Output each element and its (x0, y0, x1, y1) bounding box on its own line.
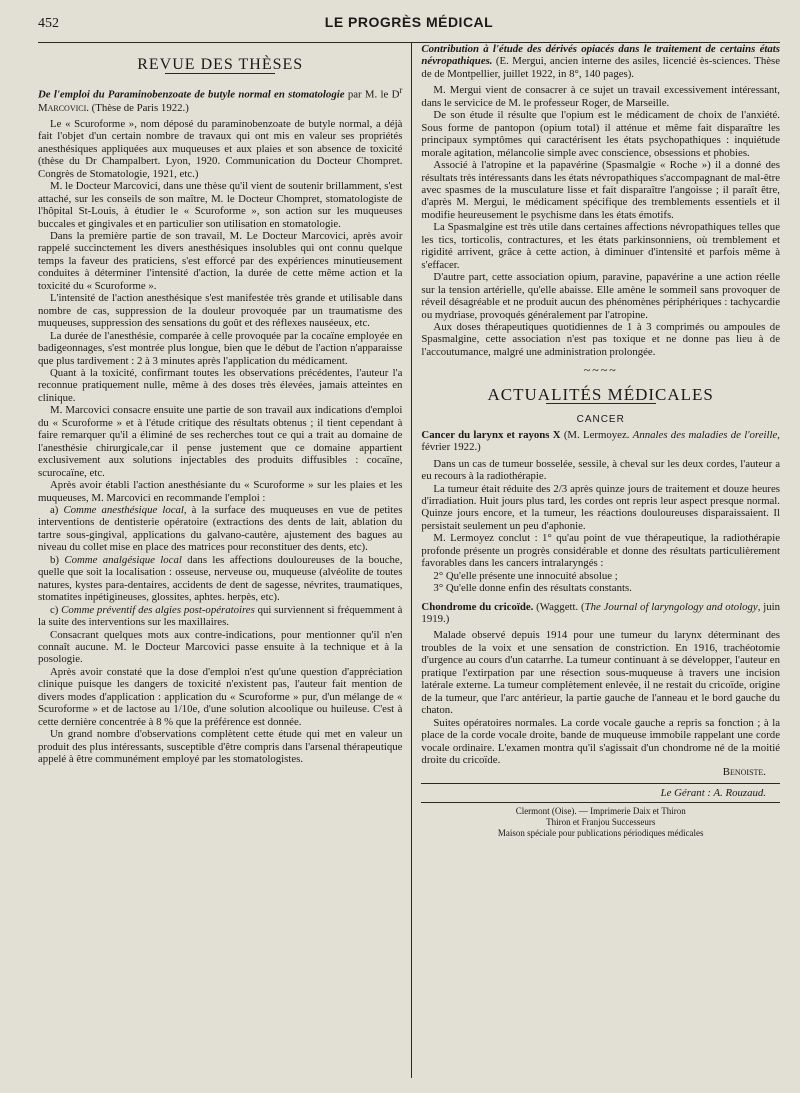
paragraph: Après avoir établi l'action anesthésiante du « Scuroforme » sur les plaies et les muqueuses, M. Marcovici en recommande l'emploi : (38, 479, 403, 504)
paragraph: Après avoir constaté que la dose d'emploi n'est qu'une question d'appréciation clinique puisque les dangers de toxicité n'existent pas, l'auteur fait mention de divers modes d'application : application du « Scuroforme » pur, d'un mélange de « Scuroforme » et de lactose au 1/10e, d'une solution alcoolique ou huileuse. C'est à cette dernière concentrée à 8 % que la préférence est donnée. (38, 665, 403, 728)
journal-name: The Journal of laryngology and otology (584, 600, 758, 613)
article-author: Marcovici. (38, 101, 89, 114)
paragraph: Consacrant quelques mots aux contre-indications, pour mentionner qu'il n'en connaît aucune. M. le Docteur Marcovici passe ensuite à la technique et à la posologie. (38, 628, 403, 666)
article-title: Chondrome du cricoïde. (421, 600, 534, 613)
paragraph: D'autre part, cette association opium, paravine, papavérine a une action réelle sur la tension artérielle, qu'elle abaisse. Elle amène le sommeil sans provoquer de réveil désagréable et ne produit aucun des phénomènes périphériques : tachycardie ou mydriase, provoqués généralement par l'atropine. (421, 271, 780, 321)
article-title: De l'emploi du Paraminobenzoate de butyle normal en stomatologie (38, 89, 345, 102)
paragraph: M. le Docteur Marcovici, dans une thèse qu'il vient de soutenir brillamment, s'est attaché, sur les conseils de son maître, M. le Docteur Chompret, stomatologiste de l'hôpital St-Louis, à étudier le « Scuroforme », son action sur les muqueuses buccales et gingivales et en particulier son utilisation en stomatologie. (38, 180, 403, 230)
paragraph: Le « Scuroforme », nom déposé du paraminobenzoate de butyle normal, a déjà fait l'objet d'un certain nombre de travaux qui ont mis en valeur ses propriétés anesthésiques appliquées aux muqueuses et aux plaies et son absence de toxicité (thèse du Dr Champalbert. Lyon, 1920. Communication du Docteur Chompret. Congrès de Stomatologie, 1921, etc.) (38, 117, 403, 180)
article-by: par M. le D (344, 89, 400, 102)
item-text: dans les affections douloureuses de la bouche, quelle que soit la localisation : osseuse, nerveuse ou, muqueuse (alvéolite de toutes natures, kystes para-dentaires, accidents de dent de sagesse, névrites, traumatiques, stomatites inpétigineuses, glossites, aphtes. herpès, etc). (38, 553, 403, 604)
paragraph: M. Mergui vient de consacrer à ce sujet un travail excessivement intéressant, dans le servicice de M. le professeur Roger, de Marseille. (421, 84, 780, 109)
article-heading-scuroforme (38, 84, 402, 114)
item-label: c) (50, 603, 62, 616)
paragraph: La tumeur était réduite des 2/3 après quinze jours de traitement et douze heures d'irradiation. Huit jours plus tard, les cordes ont repris leur aspect presque normal. Quinze jours encore, et la tumeur, les réactions douloureuses disparaissaient. Il persistait seulement un peu d'aphonie. (421, 482, 780, 532)
paragraph: De son étude il résulte que l'opium est le médicament de choix de l'anxiété. Sous forme de pantopon (opium total) il atténue et même fait disparaître les principaux symptômes qui caractérisent les états psychopathiques : inquiétude morale agitation, mélancolie simple avec conscience, obsessions et phobies. (421, 109, 780, 159)
article-title: Contribution à l'étude des dérivés opiacés dans le traitement de certains états névropathiques. (421, 43, 780, 68)
two-column-body (38, 43, 780, 1078)
item-emphasis: Comme analgésique local (64, 553, 182, 566)
paragraph: La durée de l'anesthésie, comparée à celle provoquée par la cocaïne employée en badigeonnages, s'est montrée plus longue, bien que le début de l'action n'apparaisse que plus tardivement : 2 à 3 minutes après l'application du médicament. (38, 329, 403, 367)
section-ornament: ~~~~ (583, 363, 618, 378)
running-header (38, 14, 780, 43)
list-item-a (38, 504, 402, 554)
author-signature: Benoiste. (722, 766, 766, 779)
title-rule (165, 73, 275, 74)
paragraph: Aux doses thérapeutiques quotidiennes de 1 à 3 comprimés ou ampoules de Spasmalgine, cette association n'est pas toxique et ne donne pas lieu à de l'accoutumance, malgré une administration prolongée. (421, 320, 780, 358)
paragraph: Dans la première partie de son travail, M. Le Docteur Marcovici, après avoir rappelé succinctement les divers anesthésiques insolubles qui ont connu quelque temps la faveur des praticiens, s'est efforcé par des expériences minutieusement conduites à déterminer l'intensité d'action, la durée de cette même action et la toxicité du « Scuroforme ». (38, 230, 403, 292)
right-column (412, 43, 780, 1078)
article-reference-end: , février 1922.) (421, 428, 780, 454)
list-item-b (38, 554, 402, 604)
article-title: Cancer du larynx et rayons X (421, 428, 561, 441)
paragraph: 2° Qu'elle présente une innocuité absolue ; (433, 569, 618, 582)
paragraph: La Spasmalgine est très utile dans certaines affections névropathiques telles que les tics, torticolis, contractures, et les états parkinsonniens, où tremblement et rigidité arrivent, grâce à cette action, à diminuer d'intensité et parfois même à s'effacer. (421, 221, 780, 271)
journal-title: LE PROGRÈS MÉDICAL (324, 14, 494, 30)
article-reference: (E. Mergui, ancien interne des asiles, licencié ès-sciences. Thèse de de Montpellier, juillet 1922, in 8°, 140 pages). (421, 55, 780, 80)
paragraph: 3° Qu'elle donne enfin des résultats constants. (433, 582, 632, 595)
article-heading-cancer (421, 429, 780, 454)
item-label: b) (50, 553, 65, 566)
managing-editor: Le Gérant : A. Rouzaud. (421, 783, 780, 799)
printer-line: Thiron et Franjou Successeurs (546, 817, 656, 828)
article-reference: (M. Lermoyez. (560, 428, 633, 441)
article-reference: (Waggett. ( (533, 600, 585, 613)
item-label: a) (50, 504, 64, 516)
paragraph: Un grand nombre d'observations complètent cette étude qui met en valeur un produit des plus intéressants, susceptible d'être compris dans l'arsenal thérapeutique appelé à être communément employé par les stomatologistes. (38, 728, 403, 766)
subsection-cancer: CANCER (576, 414, 625, 426)
list-item-c (38, 604, 402, 629)
section-title-revue: REVUE DES THÈSES (137, 56, 304, 73)
paragraph: M. Marcovici consacre ensuite une partie de son travail aux indications d'emploi du « Scuroforme » et à l'étude critique des résultats obtenus ; il tient cependant à faire remarquer qu'il a éliminé de ses recherches tout ce qui a trait au domaine de l'anesthésie chirurgicale,car il pense justement que ce domaine appartient exclusivement aux solutions injectables des produits diffusibles : cocaïne, scurocaïne, etc. (38, 404, 403, 479)
item-text: qui surviennent si fréquemment à la suite des interventions sur les maxillaires. (38, 603, 403, 629)
section-title-actualites: ACTUALITÉS MÉDICALES (487, 384, 714, 404)
paragraph: Quant à la toxicité, confirmant toutes les observations précédentes, l'auteur l'a reconnue pratiquement nulle, même à des doses très élevées, jamais atteintes en clinique. (38, 367, 403, 404)
paragraph: Suites opératoires normales. La corde vocale gauche a repris sa fonction ; à la place de la corde vocale droite, bande de muqueuse immobile rappelant une corde vocale ordinaire. L'examen montra qu'il s'agissait d'un chondrome né de la moitié droite du cricoïde. (421, 716, 780, 767)
left-column (38, 43, 412, 1078)
page-number: 452 (38, 16, 59, 31)
journal-name: Annales des maladies de l'oreille (632, 428, 778, 441)
item-emphasis: Comme préventif des algies post-opératoires (61, 603, 255, 616)
article-thesis: (Thèse de Paris 1922.) (88, 101, 189, 114)
item-text: , à la surface des muqueuses en vue de petites interventions de dentisterie opératoire (extractions des dents de lait, ablation du tartre sous-gingival, applications du galvano-cautère, ajustement des bagues au niveau du collet mise en place des matrices pour reconstituer des dents, etc). (38, 504, 403, 554)
article-heading-opiaces (421, 43, 780, 80)
author-title-sup: r (399, 85, 403, 96)
printer-line: Clermont (Oise). — Imprimerie Daix et Thiron (515, 806, 686, 817)
paragraph: L'intensité de l'action anesthésique s'est manifestée très grande et utilisable dans nombre de cas, suppression de la douleur provoquée par un traumatisme des muqueuses, suppression des sensations du goût et des réflexes nauséeux, etc. (38, 292, 403, 330)
printer-line: Maison spéciale pour publications périodiques médicales (497, 828, 704, 839)
printer-imprint (421, 802, 780, 839)
item-emphasis: Comme anesthésique local (63, 504, 184, 516)
paragraph: M. Lermoyez conclut : 1° qu'au point de vue thérapeutique, la radiothérapie profonde présente un progrès considérable et donne des résultats particulièrement favorables dans les cancers intralaryngés : (421, 532, 780, 570)
paragraph: Malade observé depuis 1914 pour une tumeur du larynx déterminant des troubles de la voix et une sensation de constriction. En 1916, trachéotomie d'urgence au cours d'un catarrhe. La tumeur continuant à se développer, l'auteur en pratique l'extirpation par une résection sous-muqueuse à travers une incision latérale externe. La tumeur complètement enlevée, il ne restait du cricoïde, origine de la tumeur, que l'arc antérieur, la partie gauche de l'anneau et le bord gauche du chaton. (421, 629, 780, 717)
article-heading-chondrome (421, 601, 780, 626)
paragraph: Associé à l'atropine et la papavérine (Spasmalgie « Roche ») il a donné des résultats très intéressants dans les états névropathiques s'accompagnant de mal-être avec spasmes de la musculature lisse et fait disparaître l'angoisse ; il paraît être, d'après M. Mergui, le médicament spécifique des tremblements essentiels et il modifie heureusement le psychisme dans les états émotifs. (421, 159, 780, 221)
article-reference-end: , juin 1919.) (421, 600, 780, 626)
paragraph: Dans un cas de tumeur bosselée, sessile, à cheval sur les deux cordes, l'auteur a eu recours à la radiothérapie. (421, 457, 780, 483)
